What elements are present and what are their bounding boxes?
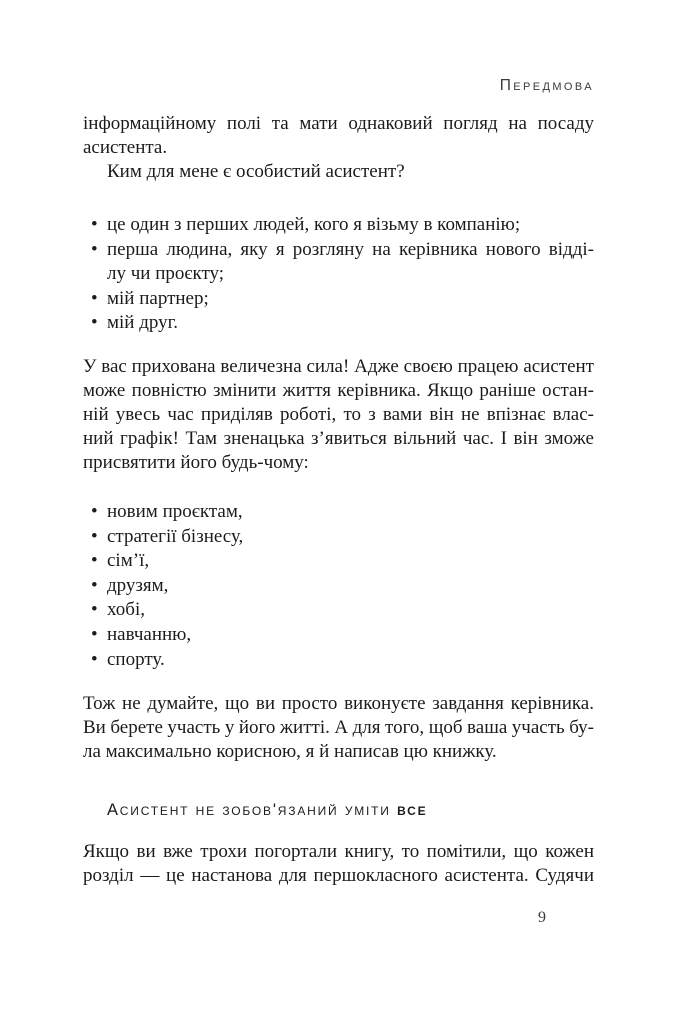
list-item — [83, 623, 594, 648]
bullet-icon: • — [91, 550, 98, 572]
bullet-icon: • — [91, 599, 98, 621]
list-item-text: стратегії бізнесу, — [107, 525, 244, 547]
list-item-text: перша людина, яку я розгляну на керівника нового відді- — [107, 238, 594, 260]
bullet-icon: • — [91, 214, 98, 235]
list-item — [83, 549, 594, 574]
paragraph-line: інформаційному полі та мати однаковий погляд на посаду — [83, 113, 594, 134]
list-item — [83, 311, 594, 336]
list-item-text: мій друг. — [107, 312, 179, 334]
free-time-list — [83, 500, 594, 672]
list-item-text: навчанню, — [107, 623, 192, 645]
list-item-text: лу чи проєкту; — [107, 263, 225, 285]
bullet-icon: • — [91, 238, 98, 260]
closing-paragraph — [83, 840, 594, 888]
list-item — [83, 500, 594, 525]
participation-paragraph — [83, 692, 594, 764]
bullet-icon: • — [91, 287, 98, 309]
paragraph-line: Якщо ви вже трохи погортали книгу, то помітили, що кожен — [83, 841, 594, 862]
section-heading-emphasis: все — [397, 801, 428, 819]
paragraph-line: Ви берете участь у його житті. А для того, щоб ваша участь бу- — [83, 717, 594, 738]
list-item-text: друзям, — [107, 574, 169, 596]
bullet-icon: • — [91, 501, 98, 522]
list-item — [83, 287, 594, 312]
intro-paragraph — [83, 112, 594, 184]
assistant-roles-list — [83, 213, 594, 336]
list-item — [83, 238, 594, 287]
list-item-text: мій партнер; — [107, 287, 209, 309]
paragraph-line: У вас прихована величезна сила! Адже своєю працею асистент — [83, 356, 594, 377]
paragraph-line: асистента. — [83, 137, 168, 158]
list-item — [83, 598, 594, 623]
list-item — [83, 574, 594, 599]
section-heading — [83, 798, 594, 822]
list-item — [83, 213, 594, 238]
hidden-power-paragraph — [83, 355, 594, 475]
bullet-icon: • — [91, 623, 98, 645]
paragraph-line: Ким для мене є особистий асистент? — [107, 161, 405, 182]
bullet-icon: • — [91, 574, 98, 596]
paragraph-line: присвятити його будь-чому: — [83, 452, 309, 473]
paragraph-line: розділ — це настанова для першокласного асистента. Судячи — [83, 865, 594, 886]
list-item — [83, 648, 594, 673]
page-number: 9 — [538, 909, 546, 926]
list-item-text: це один з перших людей, кого я візьму в компанію; — [107, 214, 521, 235]
bullet-icon: • — [91, 648, 98, 670]
running-header: Передмова — [499, 77, 594, 94]
list-item — [83, 525, 594, 550]
list-item-text: сім’ї, — [107, 550, 150, 572]
paragraph-line: ла максимально корисною, я й написав цю книжку. — [83, 741, 497, 762]
paragraph-line: може повністю змінити життя керівника. Якщо раніше остан- — [83, 380, 594, 401]
list-item-text: хобі, — [107, 599, 145, 621]
paragraph-line: ній увесь час приділяв роботі, то з вами він не впізнає влас- — [83, 404, 594, 425]
bullet-icon: • — [91, 312, 98, 334]
list-item-text: спорту. — [107, 648, 165, 670]
list-item-text: новим проєктам, — [107, 501, 243, 522]
bullet-icon: • — [91, 525, 98, 547]
section-heading-text: Асистент не зобов'язаний уміти — [107, 801, 398, 819]
paragraph-line: ний графік! Там зненацька з’явиться вільний час. І він зможе — [83, 428, 594, 449]
paragraph-line: Тож не думайте, що ви просто виконуєте завдання керівника. — [83, 693, 594, 714]
